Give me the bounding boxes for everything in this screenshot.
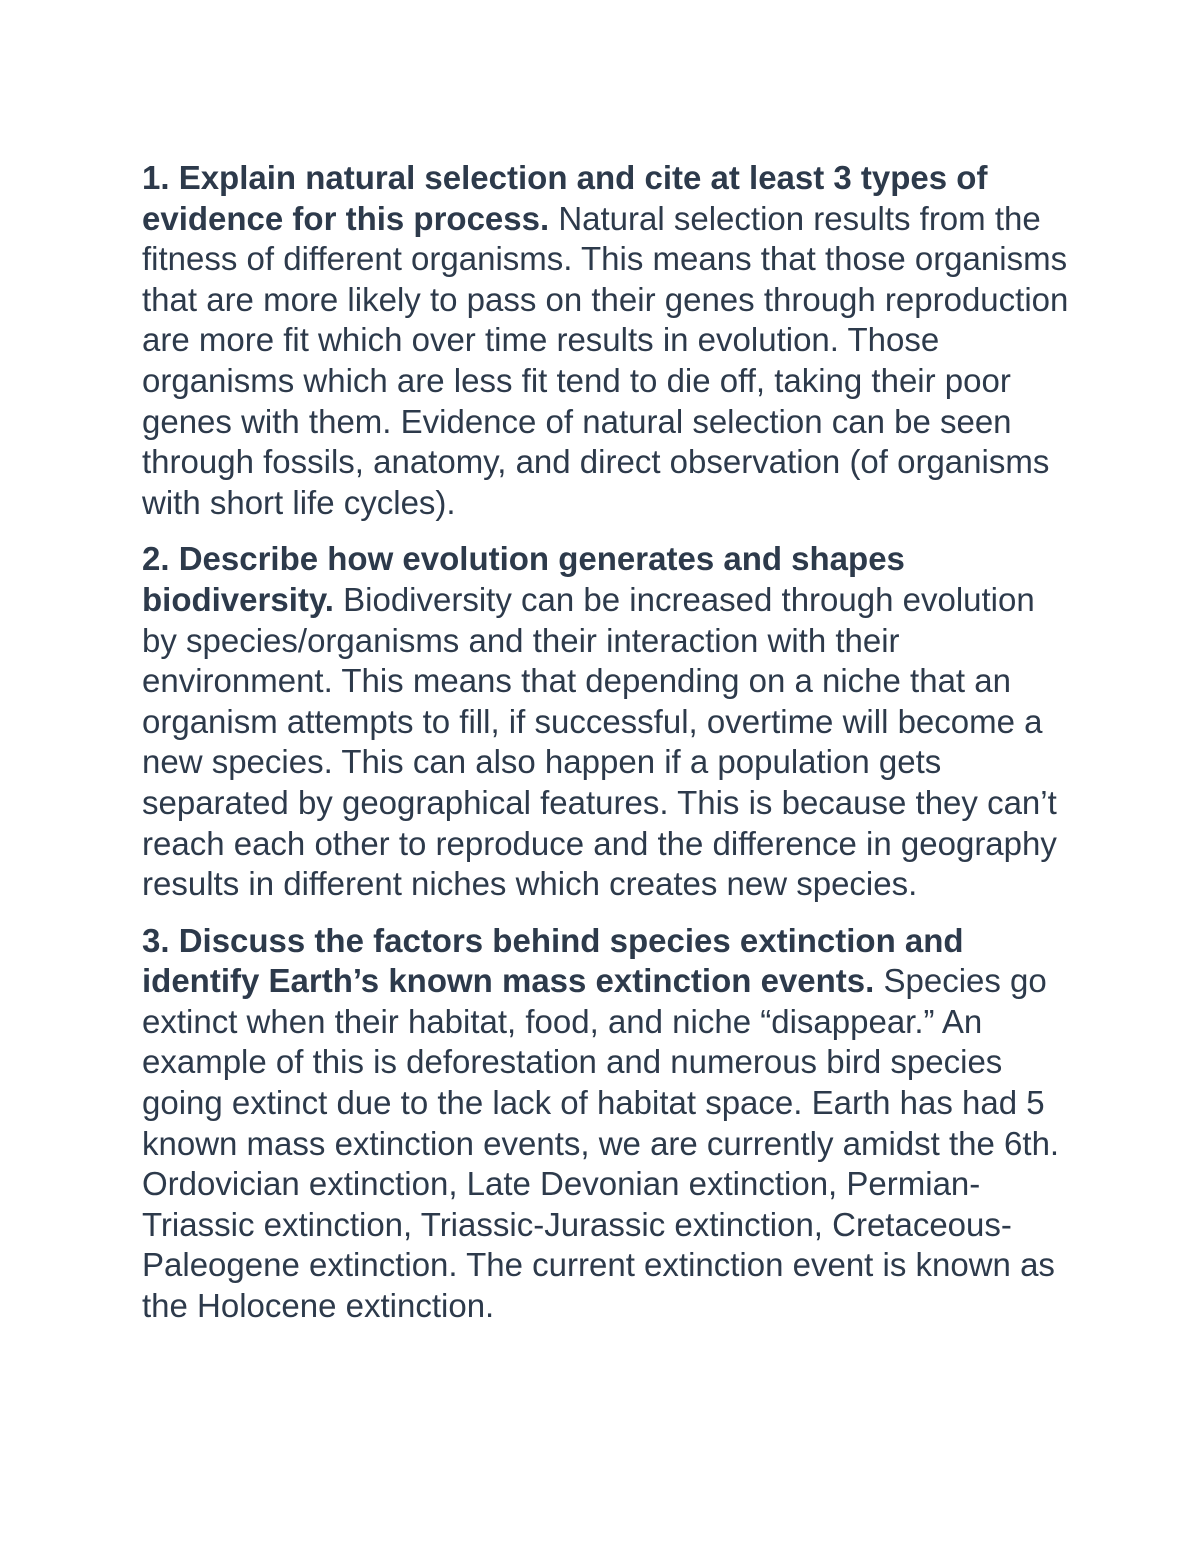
question-3: 3. Discuss the factors behind species extinction and identify Earth’s known mass extinction events.	[142, 921, 964, 1000]
qa-item-2	[142, 539, 1072, 904]
answer-1: Natural selection results from the fitness of different organisms. This means that those organisms that are more likely to pass on their genes through reproduction are more fit which over time results in evolution. Those organisms which are less fit tend to die off, taking their poor genes with them. Evidence of natural selection can be seen through fossils, anatomy, and direct observation (of organisms with short life cycles).	[142, 199, 1069, 521]
question-1: 1. Explain natural selection and cite at least 3 types of evidence for this process.	[142, 159, 988, 237]
answer-3: Species go extinct when their habitat, food, and niche “disappear.” An example of this is deforestation and numerous bird species going extinct due to the lack of habitat space. Earth has had 5 known mass extinction events, we are currently amidst the 6th. Ordovician extinction, Late Devonian extinction, Permian-Triassic extinction, Triassic-Jurassic extinction, Cretaceous-Paleogene extinction. The current extinction event is known as the Holocene extinction.	[142, 962, 1060, 1325]
answer-2: Biodiversity can be increased through evolution by species/organisms and their interaction with their environment. This means that depending on a niche that an organism attempts to fill, if successful, overtime will become a new species. This can also happen if a population gets separated by geographical features. This is because they can’t reach each other to reproduce and the difference in geography results in different niches which creates new species.	[142, 580, 1057, 903]
question-2: 2. Describe how evolution generates and shapes biodiversity.	[142, 540, 905, 618]
document-page	[142, 158, 1072, 1343]
qa-item-1	[142, 158, 1072, 523]
qa-item-3	[142, 921, 1072, 1327]
